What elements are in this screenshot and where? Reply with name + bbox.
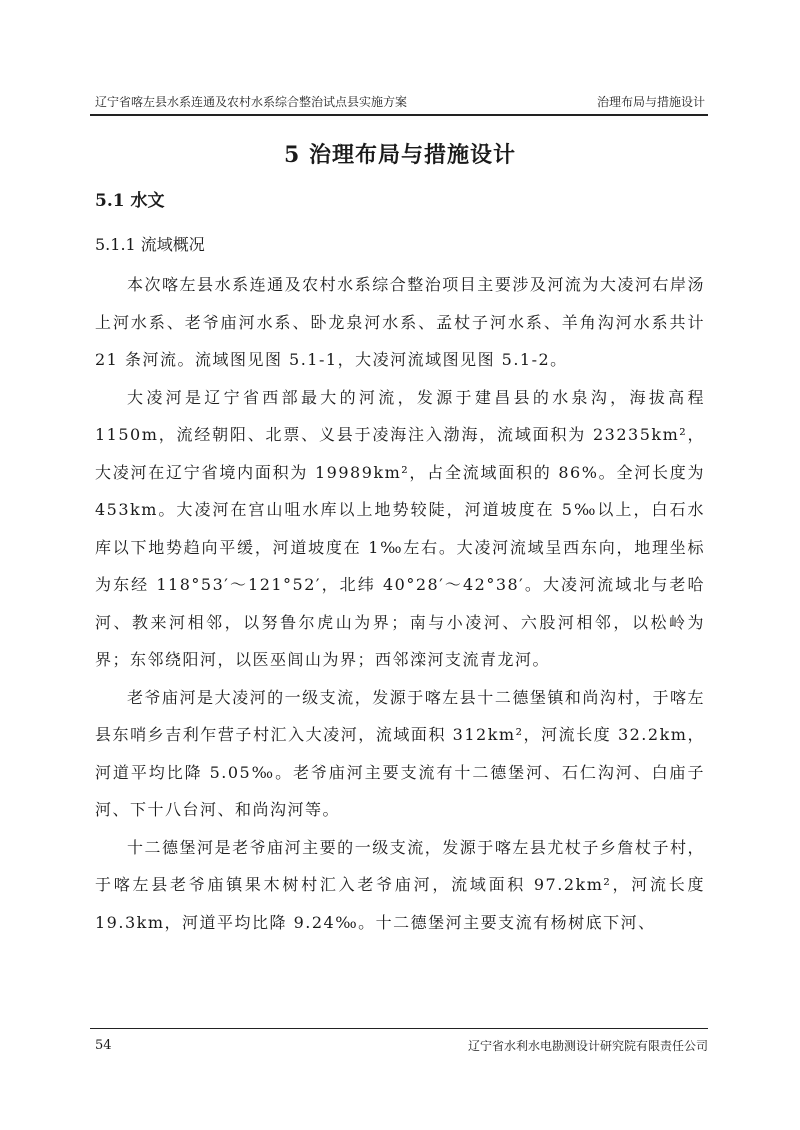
paragraph: 十二德堡河是老爷庙河主要的一级支流，发源于喀左县尤杖子乡詹杖子村，于喀左县老爷庙镇果木树村汇入老爷庙河，流域面积 97.2km²，河流长度 19.3km，河道平均比降 9.24‰。十二德堡河主要支流有杨树底下河、 — [95, 837, 705, 932]
page-number: 54 — [95, 1038, 112, 1053]
paragraph: 本次喀左县水系连通及农村水系综合整治项目主要涉及河流为大凌河右岸汤上河水系、老爷庙河水系、卧龙泉河水系、孟杖子河水系、羊角沟河水系共计 21 条河流。流域图见图 5.1-1，大凌河流域图见图 5.1-2。 — [95, 275, 705, 369]
body-text — [95, 266, 705, 941]
paragraph: 老爷庙河是大凌河的一级支流，发源于喀左县十二德堡镇和尚沟村，于喀左县东哨乡吉利乍营子村汇入大凌河，流域面积 312km²，河流长度 32.2km，河道平均比降 5.05‰。老爷庙河主要支流有十二德堡河、石仁沟河、白庙子河、下十八台河、和尚沟河等。 — [95, 687, 705, 819]
running-header-title: 辽宁省喀左县水系连通及农村水系综合整治试点县实施方案 — [95, 95, 408, 109]
section-title: 5.1 水文 — [95, 191, 165, 211]
footer-rule — [90, 1028, 708, 1029]
chapter-title: 5 治理布局与措施设计 — [284, 142, 516, 168]
running-header-chapter: 治理布局与措施设计 — [596, 95, 705, 109]
subsection-title: 5.1.1 流域概况 — [95, 235, 205, 254]
footer-organization: 辽宁省水利水电勘测设计研究院有限责任公司 — [467, 1039, 708, 1053]
header-rule — [90, 114, 708, 116]
paragraph: 大凌河是辽宁省西部最大的河流，发源于建昌县的水泉沟，海拔高程 1150m，流经朝阳、北票、义县于凌海注入渤海，流域面积为 23235km²，大凌河在辽宁省境内面积为 19989km²，占全流域面积的 86%。全河长度为 453km。大凌河在宫山咀水库以上地势较陡，河道坡度在 5‰以上，白石水库以下地势趋向平缓，河道坡度在 1‰左右。大凌河流域呈西东向，地理坐标为东经 118°53′～121°52′，北纬 40°28′～42°38′。大凌河流域北与老哈河、教来河相邻，以努鲁尔虎山为界；南与小凌河、六股河相邻，以松岭为界；东邻绕阳河，以医巫闾山为界；西邻滦河支流青龙河。 — [95, 387, 705, 669]
